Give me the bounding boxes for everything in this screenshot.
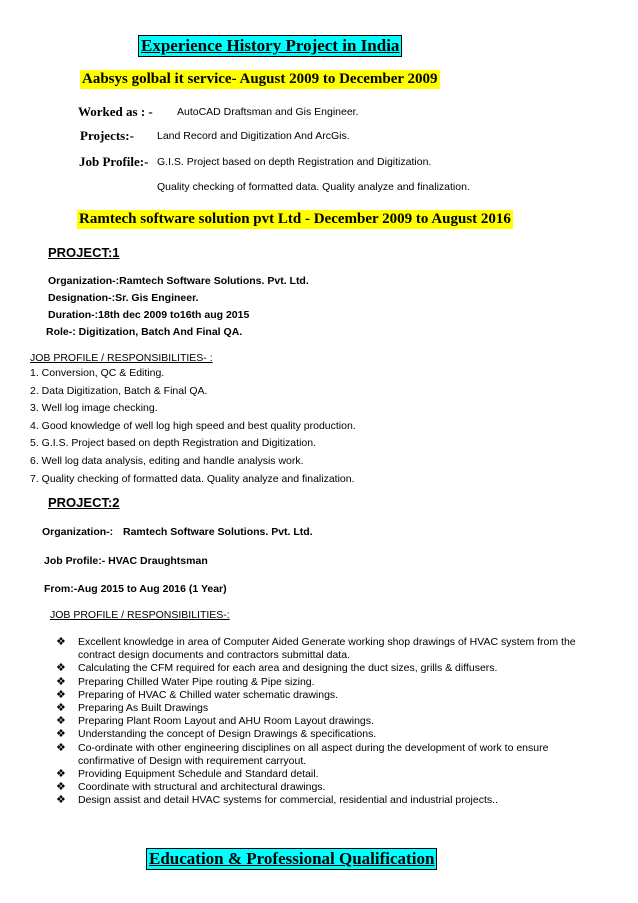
list-item: 7. Quality checking of formatted data. Quality analyze and finalization. — [30, 472, 355, 485]
job-profile-label: Job Profile:- — [79, 154, 149, 169]
list-item — [56, 794, 616, 807]
list-item: 5. G.I.S. Project based on depth Registration and Digitization. — [30, 437, 316, 450]
bullet-line: Preparing of HVAC & Chilled water schematic drawings. — [78, 688, 339, 701]
list-item — [56, 702, 616, 715]
list-item: 3. Well log image checking. — [30, 402, 158, 415]
diamond-bullet-icon: ❖ — [56, 794, 66, 807]
list-item — [56, 662, 616, 675]
bullet-line: Calculating the CFM required for each area and designing the duct sizes, grills & diffusers. — [78, 662, 498, 675]
worked-as-label: Worked as : - — [78, 104, 153, 119]
list-item: 4. Good knowledge of well log high speed and best quality production. — [30, 419, 356, 432]
project1-duration: Duration-:18th dec 2009 to16th aug 2015 — [48, 309, 250, 321]
bullet-line: confirmative of Design with requirement carryout. — [78, 754, 307, 767]
diamond-bullet-icon: ❖ — [56, 715, 66, 728]
list-item — [56, 636, 616, 662]
project1-designation: Designation-:Sr. Gis Engineer. — [48, 292, 199, 304]
project1-title: PROJECT:1 — [48, 245, 120, 260]
project2-responsibilities — [56, 636, 616, 808]
project2-title: PROJECT:2 — [48, 495, 120, 510]
job2-heading: Ramtech software solution pvt Ltd - December 2009 to August 2016 — [79, 211, 511, 227]
bullet-line: Preparing As Built Drawings — [78, 702, 209, 715]
project2-job-profile: Job Profile:- HVAC Draughtsman — [44, 555, 208, 567]
diamond-bullet-icon: ❖ — [56, 636, 66, 648]
project2-resp-heading: JOB PROFILE / RESPONSIBILITIES-: — [50, 609, 230, 621]
worked-as-value: AutoCAD Draftsman and Gis Engineer. — [177, 106, 359, 118]
bullet-line: Excellent knowledge in area of Computer Aided Generate working shop drawings of HVAC system from the — [78, 636, 576, 648]
bullet-line: contract design documents and contractors submittal data. — [78, 649, 350, 662]
diamond-bullet-icon: ❖ — [56, 688, 66, 701]
bullet-line: Design assist and detail HVAC systems for commercial, residential and industrial projects.. — [78, 794, 498, 807]
list-item — [56, 676, 616, 689]
bullet-line: Preparing Chilled Water Pipe routing & Pipe sizing. — [78, 675, 315, 688]
diamond-bullet-icon: ❖ — [56, 768, 66, 781]
diamond-bullet-icon: ❖ — [56, 741, 66, 754]
list-item: 1. Conversion, QC & Editing. — [30, 367, 165, 379]
job-profile-value-1: G.I.S. Project based on depth Registration and Digitization. — [157, 156, 432, 168]
list-item — [56, 768, 616, 781]
project2-organization-value: Ramtech Software Solutions. Pvt. Ltd. — [123, 526, 313, 538]
list-item — [56, 715, 616, 728]
project1-resp-heading: JOB PROFILE / RESPONSIBILITIES- : — [30, 352, 213, 364]
project1-organization: Organization-:Ramtech Software Solutions. Pvt. Ltd. — [48, 275, 309, 287]
bullet-line: Providing Equipment Schedule and Standard detail. — [78, 768, 319, 781]
project2-organization-label: Organization-: — [42, 526, 114, 538]
education-title: Education & Professional Qualification — [146, 848, 437, 870]
diamond-bullet-icon: ❖ — [56, 675, 66, 688]
list-item — [56, 742, 616, 768]
list-item — [56, 689, 616, 702]
job1-heading: Aabsys golbal it service- August 2009 to December 2009 — [82, 71, 438, 87]
bullet-line: Co-ordinate with other engineering disciplines on all aspect during the development of work to ensure — [78, 741, 549, 754]
job-profile-value-2: Quality checking of formatted data. Quality analyze and finalization. — [157, 181, 470, 193]
diamond-bullet-icon: ❖ — [56, 702, 66, 715]
project2-from: From:-Aug 2015 to Aug 2016 (1 Year) — [44, 583, 227, 595]
list-item — [56, 781, 616, 794]
bullet-line: Coordinate with structural and architectural drawings. — [78, 781, 326, 794]
diamond-bullet-icon: ❖ — [56, 728, 66, 741]
diamond-bullet-icon: ❖ — [56, 662, 66, 675]
bullet-line: Preparing Plant Room Layout and AHU Room Layout drawings. — [78, 715, 374, 728]
project1-role: Role-: Digitization, Batch And Final QA. — [46, 326, 243, 338]
list-item: 6. Well log data analysis, editing and handle analysis work. — [30, 454, 304, 467]
project1-responsibilities — [30, 365, 356, 488]
list-item — [56, 728, 616, 741]
bullet-line: Understanding the concept of Design Drawings & specifications. — [78, 728, 377, 741]
list-item: 2. Data Digitization, Batch & Final QA. — [30, 384, 208, 397]
diamond-bullet-icon: ❖ — [56, 781, 66, 794]
section-title: Experience History Project in India — [138, 35, 402, 57]
projects-label: Projects:- — [80, 128, 134, 143]
projects-value: Land Record and Digitization And ArcGis. — [157, 130, 350, 142]
